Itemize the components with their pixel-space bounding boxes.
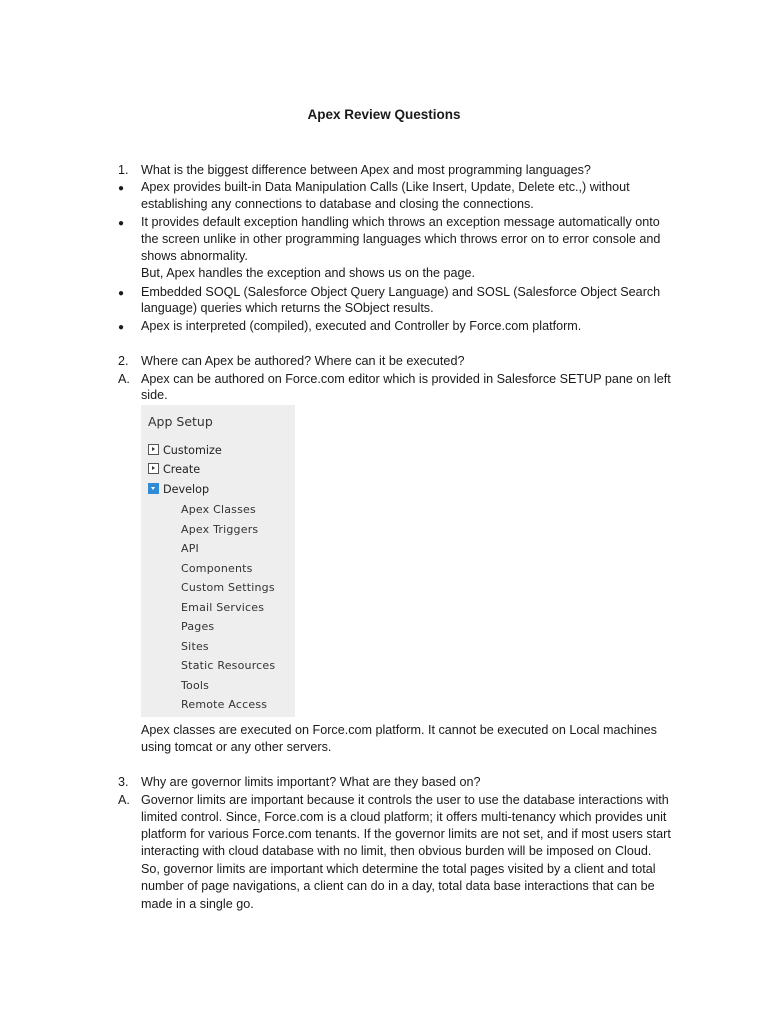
q3-number: 3.: [118, 775, 129, 789]
setup-node-develop[interactable]: Develop: [148, 483, 209, 496]
q1-question: What is the biggest difference between Apex and most programming languages?: [141, 163, 591, 177]
q1-bullet-4: ●: [118, 322, 125, 333]
q1-b1-line-2: establishing any connections to database and closing the connections.: [141, 197, 534, 211]
q1-bullet-1: ●: [118, 183, 125, 194]
q2-answer-marker: A.: [118, 372, 130, 386]
q1-b2-line-1: It provides default exception handling which throws an exception message automatically onto: [141, 215, 660, 229]
q1-bullet-3: ●: [118, 288, 125, 299]
q1-b3-line-1: Embedded SOQL (Salesforce Object Query Language) and SOSL (Salesforce Object Search: [141, 285, 661, 299]
setup-node-create[interactable]: Create: [148, 463, 200, 476]
expand-arrow-icon: [148, 463, 159, 474]
page-title: Apex Review Questions: [307, 107, 461, 122]
q2-after-line-2: using tomcat or any other servers.: [141, 740, 332, 754]
q2-answer-line-1: Apex can be authored on Force.com editor which is provided in Salesforce SETUP pane on left: [141, 372, 671, 386]
q1-b3-line-2: language) queries which returns the SObject results.: [141, 301, 434, 315]
app-setup-title: App Setup: [148, 414, 213, 429]
q3-answer-line-3: platform for various Force.com tenants. If the governor limits are not set, and if most users start: [141, 827, 671, 841]
setup-link-custom-settings[interactable]: Custom Settings: [181, 581, 275, 594]
q2-answer-line-2: side.: [141, 388, 168, 402]
q3-answer-line-7: made in a single go.: [141, 897, 254, 911]
q3-answer-line-5: So, governor limits are important which determine the total pages visited by a client and total: [141, 862, 656, 876]
setup-link-static-resources[interactable]: Static Resources: [181, 659, 276, 672]
setup-link-api[interactable]: API: [181, 542, 200, 555]
q1-b2-line-4: But, Apex handles the exception and shows us on the page.: [141, 266, 475, 280]
setup-link-components[interactable]: Components: [181, 562, 253, 575]
app-setup-panel: [141, 405, 295, 717]
setup-link-sites[interactable]: Sites: [181, 640, 209, 653]
setup-link-pages[interactable]: Pages: [181, 620, 215, 633]
q3-answer-line-4: interacting with cloud database with no limit, then obvious burden will be imposed on Cloud.: [141, 844, 652, 858]
setup-link-apex-triggers[interactable]: Apex Triggers: [181, 523, 259, 536]
setup-link-apex-classes[interactable]: Apex Classes: [181, 503, 256, 516]
expand-arrow-icon: [148, 444, 159, 455]
q3-answer-line-1: Governor limits are important because it controls the user to use the database interactions with: [141, 793, 669, 807]
q1-b1-line-1: Apex provides built-in Data Manipulation Calls (Like Insert, Update, Delete etc.,) without: [141, 180, 630, 194]
q3-answer-line-2: limited control. Since, Force.com is a cloud platform; it offers multi-tenancy which provides unit: [141, 810, 667, 824]
setup-link-tools[interactable]: Tools: [181, 679, 210, 692]
collapse-arrow-icon: [148, 483, 159, 494]
q1-b4-line-1: Apex is interpreted (compiled), executed and Controller by Force.com platform.: [141, 319, 582, 333]
q1-b2-line-3: shows abnormality.: [141, 249, 248, 263]
setup-link-remote-access[interactable]: Remote Access: [181, 698, 268, 711]
setup-node-customize[interactable]: Customize: [148, 444, 222, 457]
q3-answer-marker: A.: [118, 793, 130, 807]
q3-question: Why are governor limits important? What are they based on?: [141, 775, 481, 789]
q3-answer-line-6: number of page navigations, a client can do in a day, total data base interactions that can be: [141, 879, 655, 893]
q2-number: 2.: [118, 354, 129, 368]
setup-link-email-services[interactable]: Email Services: [181, 601, 265, 614]
q2-question: Where can Apex be authored? Where can it be executed?: [141, 354, 465, 368]
q1-bullet-2: ●: [118, 218, 125, 229]
q1-b2-line-2: the screen unlike in other programming languages which throws error on to error console and: [141, 232, 661, 246]
q1-number: 1.: [118, 163, 129, 177]
q2-after-line-1: Apex classes are executed on Force.com platform. It cannot be executed on Local machines: [141, 723, 657, 737]
